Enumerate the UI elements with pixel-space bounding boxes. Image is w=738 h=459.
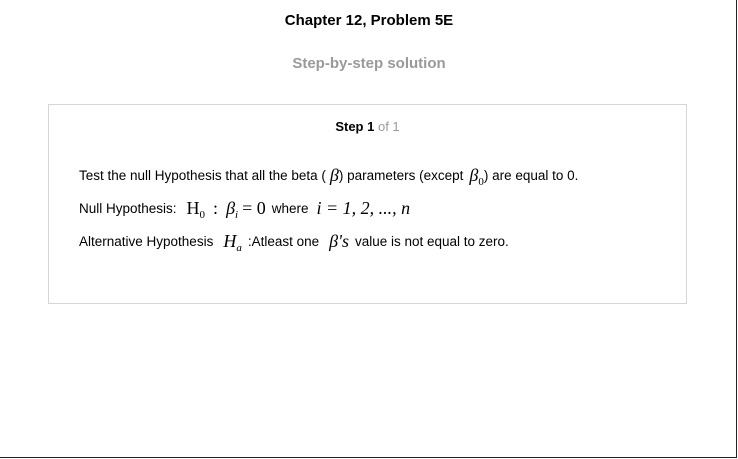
h-null-subscript: 0: [199, 208, 206, 221]
h-null-symbol: H: [186, 198, 200, 218]
beta-symbol: β: [329, 165, 339, 185]
equals-zero: = 0: [242, 198, 266, 218]
beta-zero-subscript: 0: [478, 175, 484, 188]
beta-zero-symbol: β: [469, 165, 479, 185]
intro-text-a: Test the null Hypothesis that all the beta (: [79, 168, 326, 183]
intro-text-c: ) are equal to 0.: [483, 168, 579, 183]
betas-symbol: β's: [329, 231, 349, 251]
beta-i-subscript: i: [235, 208, 239, 221]
page-subtitle: Step-by-step solution: [292, 55, 446, 72]
intro-line: [79, 165, 578, 186]
alternative-hypothesis-label: Alternative Hypothesis: [79, 234, 214, 249]
page-title: Chapter 12, Problem 5E: [284, 12, 454, 29]
h-alt-symbol: H: [223, 231, 237, 251]
h-alt-subscript: a: [236, 241, 242, 254]
null-colon: :: [213, 198, 219, 218]
alternative-hypothesis-line: [79, 231, 509, 252]
solution-step-card: [48, 104, 687, 304]
where-text: where: [271, 201, 309, 216]
alt-text-b: value is not equal to zero.: [354, 234, 509, 249]
step-count: of 1: [377, 119, 400, 134]
beta-i-symbol: β: [226, 198, 236, 218]
intro-text-b: ) parameters (except: [338, 168, 464, 183]
null-hypothesis-line: [79, 198, 410, 219]
null-hypothesis-label: Null Hypothesis:: [79, 201, 177, 216]
alt-text-a: :Atleast one: [247, 234, 320, 249]
index-range: i = 1, 2, ..., n: [316, 198, 411, 218]
step-label: Step 1: [335, 119, 375, 134]
step-header: [49, 119, 686, 134]
